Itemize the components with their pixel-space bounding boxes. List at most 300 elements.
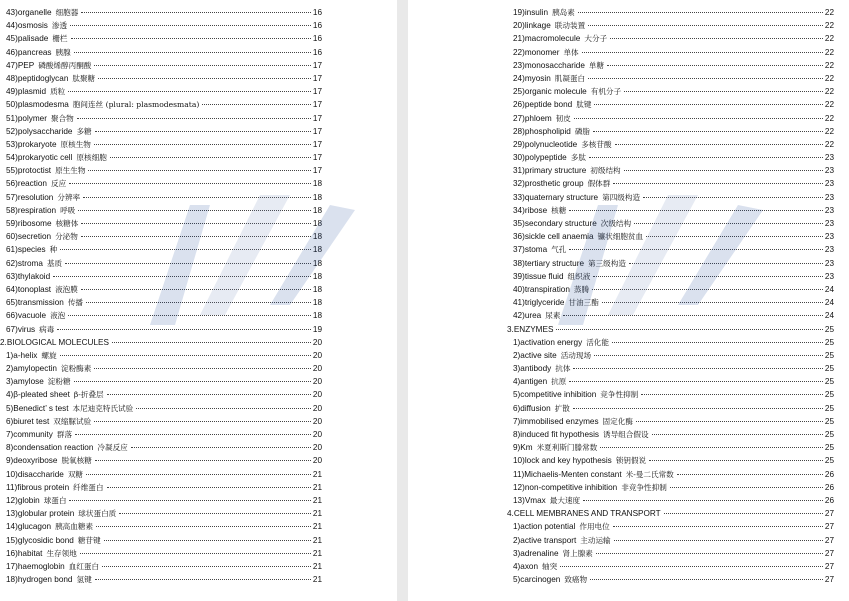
- toc-entry[interactable]: [0, 454, 322, 467]
- toc-entry[interactable]: [0, 573, 322, 586]
- entry-translation: 固定化酶: [602, 416, 633, 426]
- dot-leader: [107, 487, 311, 488]
- toc-entry[interactable]: [507, 164, 834, 177]
- toc-entry[interactable]: [507, 177, 834, 190]
- toc-entry[interactable]: [507, 138, 834, 151]
- dot-leader: [75, 434, 311, 435]
- toc-entry[interactable]: [507, 547, 834, 560]
- toc-entry[interactable]: [0, 112, 322, 125]
- entry-term: tissue fluid: [524, 271, 564, 281]
- dot-leader: [649, 460, 823, 461]
- entry-page-number: 25: [824, 324, 834, 334]
- entry-number: 55): [6, 166, 18, 176]
- dot-leader: [110, 157, 311, 158]
- entry-page-number: 23: [824, 153, 834, 163]
- toc-entry[interactable]: [0, 138, 322, 151]
- toc-entry[interactable]: [0, 98, 322, 111]
- entry-term: tertiary structure: [524, 258, 584, 268]
- entry-term: phloem: [524, 113, 552, 123]
- dot-leader: [629, 263, 823, 264]
- entry-term: disaccharide: [17, 469, 64, 479]
- toc-entry[interactable]: [0, 362, 322, 375]
- toc-entry[interactable]: [507, 441, 834, 454]
- entry-number: 1): [513, 522, 521, 532]
- toc-entry[interactable]: [507, 112, 834, 125]
- entry-page-number: 17: [312, 87, 322, 97]
- entry-page-number: 22: [824, 47, 834, 57]
- toc-entry[interactable]: [0, 257, 322, 270]
- entry-translation: 胞间连丝 (plural: plasmodesmata): [72, 100, 200, 110]
- entry-page-number: 25: [824, 364, 834, 374]
- dot-leader: [81, 223, 311, 224]
- entry-term: organic molecule: [524, 87, 587, 97]
- entry-number: 9): [6, 456, 14, 466]
- entry-term: secretion: [17, 232, 52, 242]
- toc-entry[interactable]: [507, 217, 834, 230]
- entry-term: axon: [520, 561, 539, 571]
- toc-entry[interactable]: [507, 534, 834, 547]
- entry-page-number: 25: [824, 377, 834, 387]
- entry-translation: 核糖体: [55, 219, 79, 228]
- toc-entry[interactable]: [0, 402, 322, 415]
- entry-term: pancreas: [17, 47, 52, 57]
- entry-page-number: 18: [312, 219, 322, 228]
- toc-entry[interactable]: [507, 204, 834, 217]
- dot-leader: [104, 540, 311, 541]
- entry-translation: 原生生物: [55, 166, 86, 176]
- toc-entry[interactable]: [507, 85, 834, 98]
- toc-entry[interactable]: [0, 125, 322, 138]
- entry-translation: 种: [49, 245, 58, 255]
- entry-number: 5): [6, 403, 14, 413]
- entry-term: glycosidic bond: [17, 535, 74, 545]
- entry-page-number: 24: [824, 311, 834, 321]
- entry-page-number: 17: [312, 60, 322, 70]
- entry-translation: 甘油三酯: [568, 298, 599, 308]
- entry-page-number: 22: [824, 113, 834, 123]
- toc-entry[interactable]: [0, 534, 322, 547]
- toc-section-heading[interactable]: [507, 323, 834, 336]
- right-document-page: [408, 0, 849, 601]
- toc-entry[interactable]: [507, 296, 834, 309]
- toc-entry[interactable]: [507, 402, 834, 415]
- toc-entry[interactable]: [0, 32, 322, 45]
- toc-entry[interactable]: [0, 388, 322, 401]
- entry-term: fibrous protein: [17, 482, 70, 492]
- entry-translation: β-折叠层: [73, 390, 104, 400]
- entry-page-number: 18: [312, 258, 322, 268]
- entry-translation: 致癌物: [564, 575, 588, 585]
- toc-entry[interactable]: [0, 415, 322, 428]
- dot-leader: [81, 12, 311, 13]
- toc-entry[interactable]: [507, 375, 834, 388]
- entry-number: 25): [513, 87, 525, 97]
- toc-entry[interactable]: [507, 560, 834, 573]
- dot-leader: [119, 513, 311, 514]
- toc-entry[interactable]: [507, 468, 834, 481]
- entry-term: urea: [524, 311, 542, 321]
- toc-entry[interactable]: [507, 19, 834, 32]
- entry-page-number: 20: [312, 403, 322, 413]
- dot-leader: [53, 276, 311, 277]
- entry-number: 64): [6, 284, 18, 294]
- entry-term: β-pleated sheet: [13, 390, 70, 400]
- dot-leader: [556, 329, 822, 330]
- entry-translation: 肾上腺素: [562, 548, 593, 558]
- entry-number: 9): [513, 443, 521, 453]
- entry-term: active transport: [520, 535, 577, 545]
- toc-entry[interactable]: [0, 151, 322, 164]
- entry-term: Vmax: [524, 495, 546, 505]
- entry-translation: 胰腺: [55, 47, 71, 57]
- toc-entry[interactable]: [507, 415, 834, 428]
- toc-list-right: [507, 6, 834, 586]
- entry-number: 59): [6, 219, 18, 228]
- dot-leader: [70, 25, 311, 26]
- entry-number: 11): [6, 482, 18, 492]
- entry-term: peptidoglycan: [17, 73, 69, 83]
- toc-entry[interactable]: [0, 323, 322, 336]
- entry-term: biuret test: [13, 416, 50, 426]
- entry-number: 26): [513, 100, 525, 110]
- entry-number: 60): [6, 232, 18, 242]
- entry-translation: 纤维蛋白: [73, 482, 104, 492]
- dot-leader: [112, 342, 311, 343]
- dot-leader: [664, 513, 823, 514]
- entry-translation: 有机分子: [590, 87, 622, 97]
- toc-entry[interactable]: [507, 230, 834, 243]
- entry-translation: 肽聚糖: [72, 73, 96, 83]
- entry-translation: 核糖: [551, 205, 567, 215]
- entry-page-number: 21: [312, 575, 322, 585]
- entry-number: 40): [513, 284, 525, 294]
- entry-number: 3.: [507, 324, 514, 334]
- entry-translation: 活化能: [586, 337, 609, 347]
- entry-term: phospholipid: [524, 126, 571, 136]
- entry-page-number: 18: [312, 232, 322, 242]
- entry-translation: 竞争性抑制: [600, 390, 639, 400]
- toc-entry[interactable]: [0, 191, 322, 204]
- toc-entry[interactable]: [0, 520, 322, 533]
- entry-page-number: 23: [824, 166, 834, 176]
- toc-entry[interactable]: [0, 204, 322, 217]
- entry-term: tonoplast: [17, 284, 52, 294]
- dot-leader: [589, 157, 823, 158]
- toc-entry[interactable]: [507, 573, 834, 586]
- entry-translation: 组织液: [567, 271, 591, 281]
- toc-entry[interactable]: [0, 560, 322, 573]
- dot-leader: [95, 131, 311, 132]
- entry-page-number: 16: [312, 34, 322, 44]
- toc-entry[interactable]: [507, 283, 834, 296]
- toc-entry[interactable]: [507, 362, 834, 375]
- entry-page-number: 20: [312, 443, 322, 453]
- entry-term: hydrogen bond: [17, 575, 73, 585]
- toc-entry[interactable]: [0, 46, 322, 59]
- entry-number: 27): [513, 113, 525, 123]
- entry-translation: 细胞器: [55, 8, 79, 17]
- entry-number: 33): [513, 192, 525, 202]
- toc-entry[interactable]: [507, 191, 834, 204]
- entry-number: 48): [6, 73, 18, 83]
- dot-leader: [136, 408, 311, 409]
- dot-leader: [78, 210, 311, 211]
- dot-leader: [592, 289, 823, 290]
- dot-leader: [86, 474, 311, 475]
- dot-leader: [68, 315, 311, 316]
- toc-entry[interactable]: [507, 309, 834, 322]
- entry-translation: 肽键: [576, 100, 592, 110]
- entry-page-number: 22: [824, 8, 834, 17]
- toc-entry[interactable]: [0, 59, 322, 72]
- entry-term: macromolecule: [524, 34, 581, 44]
- toc-entry[interactable]: [507, 494, 834, 507]
- toc-entry[interactable]: [507, 46, 834, 59]
- entry-page-number: 18: [312, 179, 322, 189]
- entry-number: 15): [6, 535, 18, 545]
- entry-term: deoxyribose: [13, 456, 58, 466]
- toc-entry[interactable]: [0, 85, 322, 98]
- entry-translation: 肌凝蛋白: [554, 73, 586, 83]
- entry-page-number: 25: [824, 416, 834, 426]
- toc-entry[interactable]: [0, 547, 322, 560]
- entry-translation: 原核细胞: [76, 153, 107, 163]
- toc-section-heading[interactable]: [0, 336, 322, 349]
- entry-page-number: 27: [824, 522, 834, 532]
- entry-translation: 磷脂: [574, 126, 591, 136]
- toc-entry[interactable]: [507, 125, 834, 138]
- entry-term: plasmodesma: [17, 100, 69, 110]
- toc-entry[interactable]: [507, 32, 834, 45]
- dot-leader: [81, 289, 311, 290]
- entry-number: 18): [6, 575, 18, 585]
- entry-term: diffusion: [520, 403, 551, 413]
- dot-leader: [583, 500, 823, 501]
- entry-term: secondary structure: [524, 219, 597, 228]
- entry-term: virus: [17, 324, 36, 334]
- entry-page-number: 27: [824, 561, 834, 571]
- entry-term: PEP: [17, 60, 35, 70]
- toc-entry[interactable]: [0, 309, 322, 322]
- entry-page-number: 26: [824, 469, 834, 479]
- entry-page-number: 23: [824, 271, 834, 281]
- entry-page-number: 21: [312, 522, 322, 532]
- toc-entry[interactable]: [0, 270, 322, 283]
- entry-term: quaternary structure: [524, 192, 599, 202]
- entry-page-number: 20: [312, 430, 322, 439]
- toc-entry[interactable]: [507, 6, 834, 19]
- entry-number: 58): [6, 205, 18, 215]
- entry-term: carcinogen: [520, 575, 561, 585]
- entry-translation: 本尼迪克特氏试验: [72, 403, 134, 413]
- entry-page-number: 16: [312, 8, 322, 17]
- entry-page-number: 27: [824, 575, 834, 585]
- entry-term: ENZYMES: [513, 324, 554, 334]
- toc-entry[interactable]: [507, 270, 834, 283]
- entry-term: active site: [520, 350, 557, 360]
- dot-leader: [202, 104, 311, 105]
- toc-entry[interactable]: [0, 177, 322, 190]
- dot-leader: [88, 170, 310, 171]
- entry-translation: 氢键: [76, 575, 92, 585]
- entry-term: antigen: [520, 377, 548, 387]
- entry-page-number: 20: [312, 337, 322, 347]
- entry-term: prokaryote: [17, 139, 57, 149]
- entry-translation: 球状蛋白质: [78, 509, 117, 519]
- entry-number: 3): [513, 364, 521, 374]
- toc-entry[interactable]: [507, 59, 834, 72]
- entry-page-number: 25: [824, 430, 834, 439]
- entry-number: 2): [513, 535, 521, 545]
- toc-entry[interactable]: [0, 468, 322, 481]
- entry-term: organelle: [17, 8, 52, 17]
- dot-leader: [636, 421, 823, 422]
- toc-entry[interactable]: [0, 19, 322, 32]
- toc-entry[interactable]: [0, 217, 322, 230]
- toc-entry[interactable]: [507, 72, 834, 85]
- entry-translation: 多肽: [570, 153, 586, 163]
- dot-leader: [594, 104, 823, 105]
- entry-number: 24): [513, 73, 525, 83]
- entry-page-number: 23: [824, 258, 834, 268]
- entry-page-number: 22: [824, 87, 834, 97]
- toc-entry[interactable]: [0, 507, 322, 520]
- toc-entry[interactable]: [0, 72, 322, 85]
- entry-number: 5): [513, 575, 521, 585]
- dot-leader: [94, 65, 311, 66]
- entry-page-number: 23: [824, 219, 834, 228]
- entry-number: 13): [6, 509, 18, 519]
- entry-page-number: 23: [824, 245, 834, 255]
- entry-page-number: 21: [312, 561, 322, 571]
- entry-translation: 冷凝反应: [97, 443, 128, 453]
- entry-translation: 脱氧核糖: [61, 456, 92, 466]
- entry-page-number: 25: [824, 350, 834, 360]
- entry-number: 3): [6, 377, 14, 387]
- entry-translation: 聚合物: [50, 113, 74, 123]
- toc-entry[interactable]: [0, 441, 322, 454]
- entry-page-number: 25: [824, 403, 834, 413]
- entry-term: prosthetic group: [524, 179, 584, 189]
- entry-page-number: 17: [312, 113, 322, 123]
- dot-leader: [613, 526, 823, 527]
- entry-page-number: 17: [312, 100, 322, 110]
- entry-number: 61): [6, 245, 18, 255]
- dot-leader: [590, 579, 823, 580]
- dot-leader: [573, 408, 823, 409]
- left-document-page: [0, 0, 397, 601]
- entry-translation: 多核苷酸: [581, 139, 612, 149]
- entry-page-number: 18: [312, 284, 322, 294]
- toc-entry[interactable]: [0, 375, 322, 388]
- entry-number: 39): [513, 271, 525, 281]
- entry-number: 41): [513, 298, 525, 308]
- entry-page-number: 23: [824, 232, 834, 242]
- toc-entry[interactable]: [0, 230, 322, 243]
- toc-entry[interactable]: [0, 6, 322, 19]
- entry-translation: 韧皮: [555, 113, 571, 123]
- dot-leader: [131, 447, 311, 448]
- entry-page-number: 18: [312, 271, 322, 281]
- toc-entry[interactable]: [507, 520, 834, 533]
- toc-entry[interactable]: [0, 494, 322, 507]
- entry-page-number: 21: [312, 469, 322, 479]
- dot-leader: [574, 118, 823, 119]
- toc-entry[interactable]: [0, 481, 322, 494]
- toc-entry[interactable]: [0, 296, 322, 309]
- entry-translation: 血红蛋白: [68, 561, 100, 571]
- entry-translation: 传播: [67, 298, 83, 308]
- entry-page-number: 22: [824, 21, 834, 31]
- toc-entry[interactable]: [507, 388, 834, 401]
- entry-number: 54): [6, 153, 18, 163]
- dot-leader: [94, 421, 311, 422]
- entry-term: vacuole: [17, 311, 47, 321]
- entry-number: 35): [513, 219, 525, 228]
- toc-entry[interactable]: [507, 428, 834, 441]
- dot-leader: [95, 579, 311, 580]
- dot-leader: [646, 236, 823, 237]
- entry-number: 49): [6, 87, 18, 97]
- dot-leader: [602, 302, 823, 303]
- toc-entry[interactable]: [507, 349, 834, 362]
- entry-number: 38): [513, 258, 525, 268]
- entry-page-number: 18: [312, 245, 322, 255]
- dot-leader: [71, 38, 311, 39]
- entry-page-number: 20: [312, 416, 322, 426]
- toc-entry[interactable]: [507, 98, 834, 111]
- entry-page-number: 20: [312, 364, 322, 374]
- entry-page-number: 25: [824, 337, 834, 347]
- entry-translation: 假体群: [587, 179, 611, 189]
- toc-entry[interactable]: [507, 151, 834, 164]
- toc-entry[interactable]: [507, 336, 834, 349]
- entry-number: 17): [6, 561, 18, 571]
- toc-entry[interactable]: [0, 164, 322, 177]
- toc-entry[interactable]: [507, 243, 834, 256]
- dot-leader: [607, 65, 823, 66]
- entry-term: Benedict’ s test: [13, 403, 69, 413]
- entry-number: 11): [513, 469, 525, 479]
- entry-page-number: 21: [312, 535, 322, 545]
- entry-translation: 单体: [563, 47, 579, 57]
- dot-leader: [593, 131, 823, 132]
- toc-entry[interactable]: [0, 349, 322, 362]
- entry-page-number: 21: [312, 509, 322, 519]
- entry-translation: 多糖: [76, 126, 92, 136]
- entry-translation: 液泡膜: [55, 284, 78, 294]
- dot-leader: [588, 25, 823, 26]
- toc-entry[interactable]: [507, 257, 834, 270]
- entry-number: 13): [513, 495, 525, 505]
- entry-page-number: 17: [312, 73, 322, 83]
- toc-section-heading[interactable]: [507, 507, 834, 520]
- toc-entry[interactable]: [0, 428, 322, 441]
- dot-leader: [641, 394, 823, 395]
- entry-number: 34): [513, 205, 525, 215]
- dot-leader: [615, 144, 823, 145]
- toc-entry[interactable]: [0, 283, 322, 296]
- dot-leader: [102, 566, 311, 567]
- dot-leader: [80, 553, 311, 554]
- toc-entry[interactable]: [507, 454, 834, 467]
- toc-entry[interactable]: [0, 243, 322, 256]
- entry-page-number: 22: [824, 73, 834, 83]
- dot-leader: [596, 553, 823, 554]
- entry-page-number: 20: [312, 377, 322, 387]
- toc-entry[interactable]: [507, 481, 834, 494]
- dot-leader: [83, 197, 311, 198]
